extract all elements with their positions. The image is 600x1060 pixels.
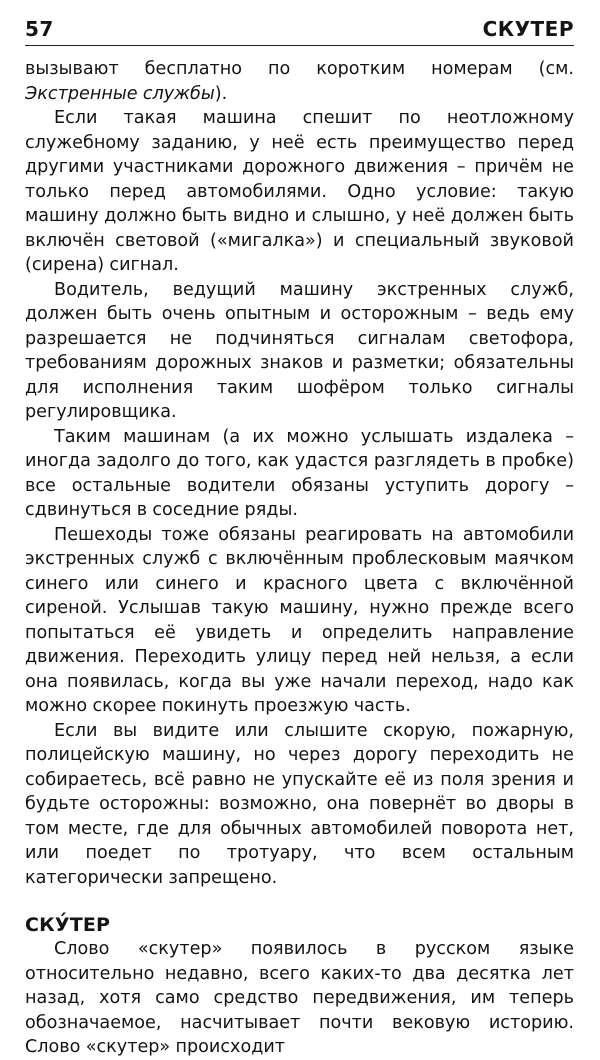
cross-reference: Экстренные службы — [25, 83, 215, 104]
paragraph: Если вы видите или слышите скорую, пожарную, полицейскую машину, но через дорогу переходить не собираетесь, всё равно не упускайте её из поля зрения и будьте осторожны: возможно, она повернёт во дворы в том месте, где для обычных автомобилей поворота нет, или поедет по тротуару, что всем остальным категорически запрещено. — [25, 720, 574, 888]
paragraph: Пешеходы тоже обязаны реагировать на автомобили экстренных служб с включённым проблесковым маячком синего или синего и красного цвета с включённой сиреной. Услышав такую машину, нужно прежде всего попытаться её увидеть и определить направление движения. Переходить улицу перед ней нельзя, а если она появилась, когда вы уже начали переход, надо как можно скорее покинуть проезжую часть. — [25, 524, 574, 716]
article-paragraph: Слово «скутер» появилось в русском языке относительно недавно, всего каких-то два десятка лет назад, хотя само средство передвижения, им теперь обозначаемое, насчитывает почти вековую историю. Слово «скутер» происходит — [25, 939, 574, 1057]
page-number: 57 — [25, 17, 54, 41]
paragraph-continuation — [25, 57, 574, 106]
paragraph-continuation-text: вызывают бесплатно по коротким номерам (см. — [25, 59, 574, 79]
running-head: СКУТЕР — [482, 17, 574, 41]
page-header — [25, 15, 574, 46]
article-title: СКУ́ТЕР — [25, 914, 111, 936]
page-content — [25, 57, 574, 1060]
paragraph: Таким машинам (а их можно услышать издалека – иногда задолго до того, как удастся разглядеть в пробке) все остальные водители обязаны уступить дорогу – сдвинуться в соседние ряды. — [25, 426, 574, 520]
paragraph-continuation-end: ). — [214, 83, 228, 104]
paragraph: Если такая машина спешит по неотложному служебному заданию, у неё есть преимущество перед другими участниками дорожного движения – причём не только перед автомобилями. Одно условие: такую машину должно быть видно и слышно, у неё должен быть включён световой («мигалка») и специальный звуковой (сирена) сигнал. — [25, 108, 574, 275]
paragraph: Водитель, ведущий машину экстренных служб, должен быть очень опытным и осторожным – ведь ему разрешается не подчиняться сигналам светофора, требованиям дорожных знаков и разметки; обязательны для исполнения таким шофёром только сигналы регулировщика. — [25, 279, 574, 422]
